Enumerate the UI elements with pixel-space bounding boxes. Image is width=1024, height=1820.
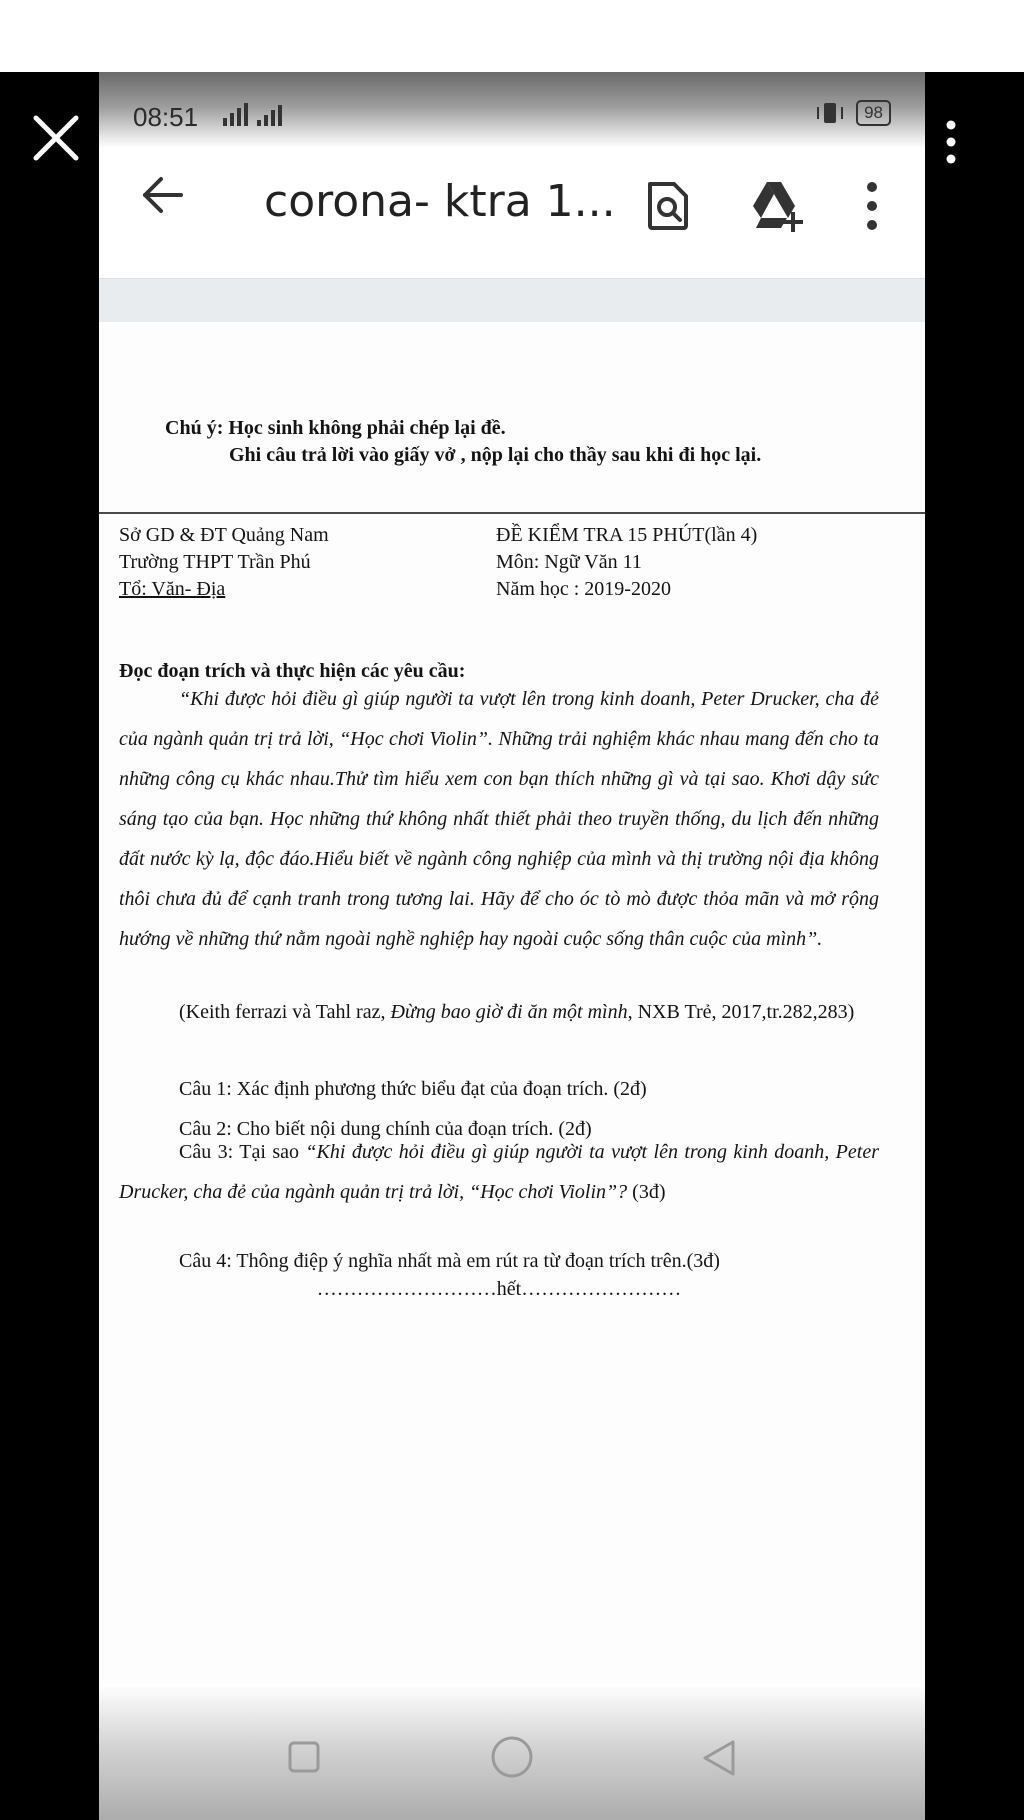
question-3-quote: “Khi được hỏi điều gì giúp người ta vượt lên trong kinh doanh, Peter Drucker, cha đẻ của ngành quản trị trả lời, “Học chơi Violin”? <box>119 1141 879 1203</box>
question-3 <box>119 1132 879 1212</box>
note-line-1: Chú ý: Học sinh không phải chép lại đề. <box>165 417 506 439</box>
square-icon[interactable] <box>287 1740 321 1774</box>
header-group: Tổ: Văn- Địa <box>119 578 226 600</box>
status-time: 08:51 <box>133 102 199 132</box>
horizontal-rule <box>99 512 925 514</box>
header-year: Năm học : 2019-2020 <box>496 578 671 600</box>
header-dept: Sở GD & ĐT Quảng Nam <box>119 524 329 546</box>
top-margin <box>0 0 1024 72</box>
header-exam: ĐỀ KIỂM TRA 15 PHÚT(lần 4) <box>496 524 758 546</box>
phone-screenshot <box>99 72 925 1820</box>
add-to-drive-icon[interactable] <box>747 178 805 234</box>
question-3-prefix: Câu 3: Tại sao <box>179 1141 306 1163</box>
find-in-page-icon[interactable] <box>644 180 692 232</box>
vibrate-icon <box>814 100 846 126</box>
toolbar-divider <box>99 278 925 323</box>
end-mark: ………………………hết…………………… <box>316 1278 682 1300</box>
triangle-icon[interactable] <box>701 1738 737 1778</box>
citation-book: Đừng bao giờ đi ăn một mình <box>390 1001 628 1023</box>
signal-icon <box>221 102 287 128</box>
battery-icon: 98 <box>856 100 891 126</box>
circle-icon[interactable] <box>489 1734 535 1780</box>
question-3-points: (3đ) <box>627 1181 666 1203</box>
citation <box>119 992 879 1032</box>
question-4: Câu 4: Thông điệp ý nghĩa nhất mà em rút ra từ đoạn trích trên.(3đ) <box>179 1250 720 1272</box>
question-2: Câu 2: Cho biết nội dung chính của đoạn trích. (2đ) <box>179 1118 592 1140</box>
header-school: Trường THPT Trần Phú <box>119 551 311 573</box>
close-icon[interactable] <box>30 112 82 164</box>
citation-authors: (Keith ferrazi và Tahl raz, <box>179 1001 391 1023</box>
section-title: Đọc đoạn trích và thực hiện các yêu cầu: <box>119 660 466 682</box>
arrow-back-icon[interactable] <box>137 170 187 220</box>
more-vert-icon[interactable] <box>938 118 964 166</box>
status-icons <box>814 100 891 126</box>
citation-publisher: , NXB Trẻ, 2017,tr.282,283) <box>627 1001 855 1023</box>
more-vert-icon[interactable] <box>864 180 880 232</box>
note-line-2: Ghi câu trả lời vào giấy vở , nộp lại cho thầy sau khi đi học lại. <box>229 444 762 466</box>
question-1: Câu 1: Xác định phương thức biểu đạt của đoạn trích. (2đ) <box>179 1078 647 1100</box>
status-bar <box>99 72 925 148</box>
document-title: corona- ktra 1... <box>264 176 616 227</box>
header-subject: Môn: Ngữ Văn 11 <box>496 551 642 573</box>
passage-text: “Khi được hỏi điều gì giúp người ta vượt lên trong kinh doanh, Peter Drucker, cha đẻ của ngành quản trị trả lời, “Học chơi Violin”. Những trải nghiệm khác nhau mang đến cho ta những công cụ khác nhau.Thử tìm hiểu xem con bạn thích những gì và tại sao. Khơi dậy sức sáng tạo của bạn. Học những thứ không nhất thiết phải theo truyền thống, du lịch đến những đất nước kỳ lạ, độc đáo.Hiểu biết về ngành công nghiệp của mình và thị trường nội địa không thôi chưa đủ để cạnh tranh trong tương lai. Hãy để cho óc tò mò được thỏa mãn và mở rộng hướng về những thứ nằm ngoài nghề nghiệp hay ngoài cuộc sống thân cuộc của mình”. <box>119 688 879 950</box>
